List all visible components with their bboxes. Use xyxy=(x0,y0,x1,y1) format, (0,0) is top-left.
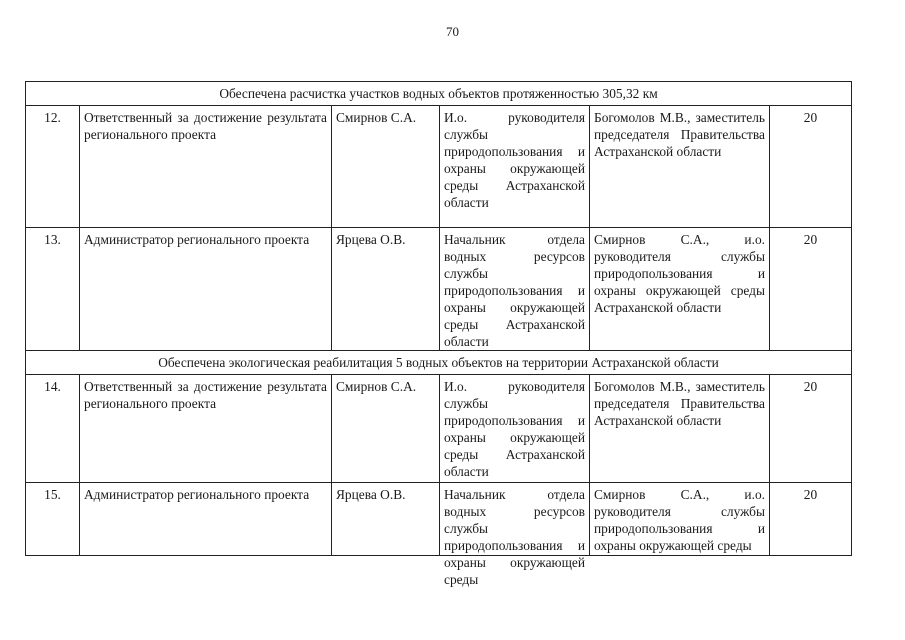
section-row xyxy=(26,82,852,106)
supervisor-text: Смирнов С.А., и.о. руководителя службы природопользования и охраны окружающей среды xyxy=(594,487,765,553)
position-cell: И.о. руководителя службы природопользования и охраны окружающей среды Астраханской области xyxy=(440,106,590,228)
section-title: Обеспечена расчистка участков водных объектов протяженностью 305,32 км xyxy=(26,82,852,106)
table-row xyxy=(26,228,852,351)
person-cell: Ярцева О.В. xyxy=(332,483,440,556)
section-row xyxy=(26,351,852,375)
value-cell: 20 xyxy=(770,375,852,483)
role-cell: Ответственный за достижение результата регионального проекта xyxy=(80,375,332,483)
supervisor-cell: Смирнов С.А., и.о. руководителя службы природопользования и охраны окружающей среды Астраханской области xyxy=(590,228,770,351)
position-cell: И.о. руководителя службы природопользования и охраны окружающей среды Астраханской области xyxy=(440,375,590,483)
person-cell: Смирнов С.А. xyxy=(332,375,440,483)
supervisor-cell: Богомолов М.В., заместитель председателя Правительства Астраханской области xyxy=(590,375,770,483)
role-cell: Администратор регионального проекта xyxy=(80,483,332,556)
row-number: 15. xyxy=(26,483,80,556)
table-row xyxy=(26,483,852,556)
section-title: Обеспечена экологическая реабилитация 5 водных объектов на территории Астраханской области xyxy=(26,351,852,375)
role-cell: Администратор регионального проекта xyxy=(80,228,332,351)
value-cell: 20 xyxy=(770,106,852,228)
position-text: Начальник отдела водных ресурсов службы природопользования и охраны окружающей среды xyxy=(444,487,585,587)
responsibility-table xyxy=(25,81,852,587)
person-cell: Ярцева О.В. xyxy=(332,228,440,351)
position-cell xyxy=(440,483,590,587)
page-number: 70 xyxy=(446,24,459,39)
person-cell: Смирнов С.А. xyxy=(332,106,440,228)
row-number: 13. xyxy=(26,228,80,351)
supervisor-cell xyxy=(590,483,770,556)
role-cell: Ответственный за достижение результата регионального проекта xyxy=(80,106,332,228)
value-cell: 20 xyxy=(770,483,852,556)
supervisor-cell: Богомолов М.В., заместитель председателя Правительства Астраханской области xyxy=(590,106,770,228)
table-row xyxy=(26,106,852,228)
position-cell: Начальник отдела водных ресурсов службы природопользования и охраны окружающей среды Астраханской области xyxy=(440,228,590,351)
row-number: 12. xyxy=(26,106,80,228)
row-number: 14. xyxy=(26,375,80,483)
table-row xyxy=(26,375,852,483)
value-cell: 20 xyxy=(770,228,852,351)
